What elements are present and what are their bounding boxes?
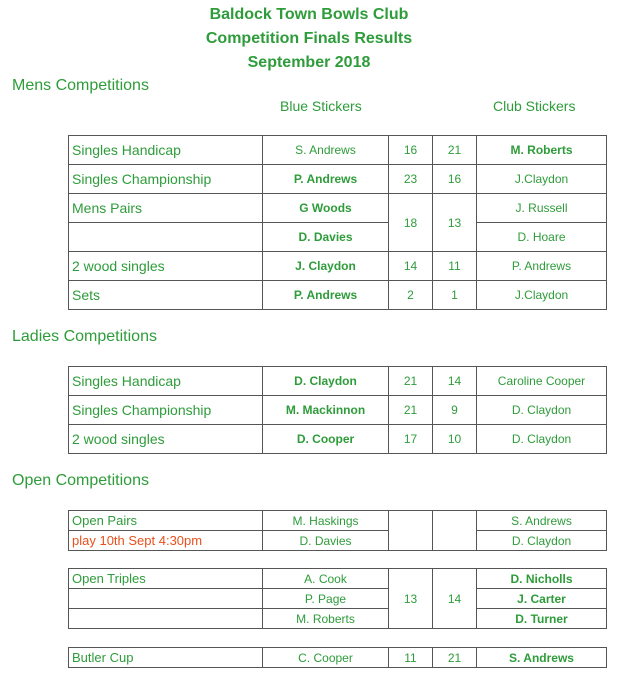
date-title: September 2018 (247, 54, 371, 71)
club-score: 1 (433, 281, 477, 310)
club-player: J.Claydon (477, 281, 607, 310)
event-name (69, 589, 263, 609)
club-player: M. Roberts (477, 136, 607, 165)
blue-player: D. Davies (263, 223, 389, 252)
blue-player: J. Claydon (263, 252, 389, 281)
blue-player: D. Cooper (263, 425, 389, 454)
blue-player: M. Roberts (263, 609, 389, 629)
club-player: D. Claydon (477, 531, 607, 551)
open-pairs-table (68, 510, 607, 551)
blue-player: C. Cooper (263, 648, 389, 668)
club-score: 9 (433, 396, 477, 425)
page-title: Competition Finals Results (205, 30, 413, 47)
blue-player: M. Haskings (263, 511, 389, 531)
club-player: D. Nicholls (477, 569, 607, 589)
open-triples-table (68, 568, 607, 629)
table-row (69, 531, 607, 551)
club-player: J. Carter (477, 589, 607, 609)
open-section-title: Open Competitions (12, 472, 149, 489)
club-score: 21 (433, 648, 477, 668)
blue-score: 16 (389, 136, 433, 165)
table-row (69, 281, 607, 310)
table-row (69, 396, 607, 425)
event-name: 2 wood singles (69, 425, 263, 454)
club-player: D. Claydon (477, 396, 607, 425)
club-score: 14 (433, 569, 477, 629)
table-row (69, 589, 607, 609)
event-name (69, 609, 263, 629)
club-player: D. Claydon (477, 425, 607, 454)
table-row (69, 648, 607, 668)
ladies-results-table (68, 366, 607, 454)
blue-player: G Woods (263, 194, 389, 223)
mens-results-table (68, 135, 607, 310)
blue-score: 14 (389, 252, 433, 281)
event-name: 2 wood singles (69, 252, 263, 281)
club-player: Caroline Cooper (477, 367, 607, 396)
table-row (69, 194, 607, 223)
blue-score: 18 (389, 194, 433, 252)
event-name: Singles Championship (69, 396, 263, 425)
blue-score: 11 (389, 648, 433, 668)
blue-player: D. Davies (263, 531, 389, 551)
club-player: J.Claydon (477, 165, 607, 194)
table-row (69, 511, 607, 531)
table-row (69, 609, 607, 629)
table-row (69, 165, 607, 194)
blue-score: 21 (389, 396, 433, 425)
club-title: Baldock Town Bowls Club (209, 6, 409, 23)
table-row (69, 367, 607, 396)
club-player: J. Russell (477, 194, 607, 223)
blue-score: 13 (389, 569, 433, 629)
club-player: D. Turner (477, 609, 607, 629)
event-name (69, 223, 263, 252)
event-name: Mens Pairs (69, 194, 263, 223)
event-name: Open Pairs (69, 511, 263, 531)
club-score: 13 (433, 194, 477, 252)
table-row (69, 425, 607, 454)
ladies-section-title: Ladies Competitions (12, 328, 157, 345)
event-name: Singles Handicap (69, 367, 263, 396)
blue-player: S. Andrews (263, 136, 389, 165)
blue-stickers-header: Blue Stickers (280, 98, 362, 114)
blue-player: P. Page (263, 589, 389, 609)
club-score: 21 (433, 136, 477, 165)
table-row (69, 252, 607, 281)
event-name: Open Triples (69, 569, 263, 589)
club-player: P. Andrews (477, 252, 607, 281)
butler-cup-table (68, 647, 607, 668)
blue-player: P. Andrews (263, 281, 389, 310)
club-player: D. Hoare (477, 223, 607, 252)
club-score (433, 511, 477, 551)
event-name: Butler Cup (69, 648, 263, 668)
blue-score: 21 (389, 367, 433, 396)
event-name: Singles Handicap (69, 136, 263, 165)
club-player: S. Andrews (477, 648, 607, 668)
mens-section-title: Mens Competitions (12, 77, 149, 94)
table-row (69, 223, 607, 252)
blue-player: A. Cook (263, 569, 389, 589)
table-row (69, 136, 607, 165)
blue-score: 17 (389, 425, 433, 454)
event-name: Singles Championship (69, 165, 263, 194)
club-stickers-header: Club Stickers (493, 98, 576, 114)
club-score: 11 (433, 252, 477, 281)
club-score: 16 (433, 165, 477, 194)
blue-score (389, 511, 433, 551)
blue-player: D. Claydon (263, 367, 389, 396)
blue-score: 2 (389, 281, 433, 310)
blue-player: P. Andrews (263, 165, 389, 194)
table-row (69, 569, 607, 589)
blue-score: 23 (389, 165, 433, 194)
event-name: Sets (69, 281, 263, 310)
club-player: S. Andrews (477, 511, 607, 531)
match-schedule-note: play 10th Sept 4:30pm (69, 531, 263, 551)
club-score: 14 (433, 367, 477, 396)
club-score: 10 (433, 425, 477, 454)
blue-player: M. Mackinnon (263, 396, 389, 425)
